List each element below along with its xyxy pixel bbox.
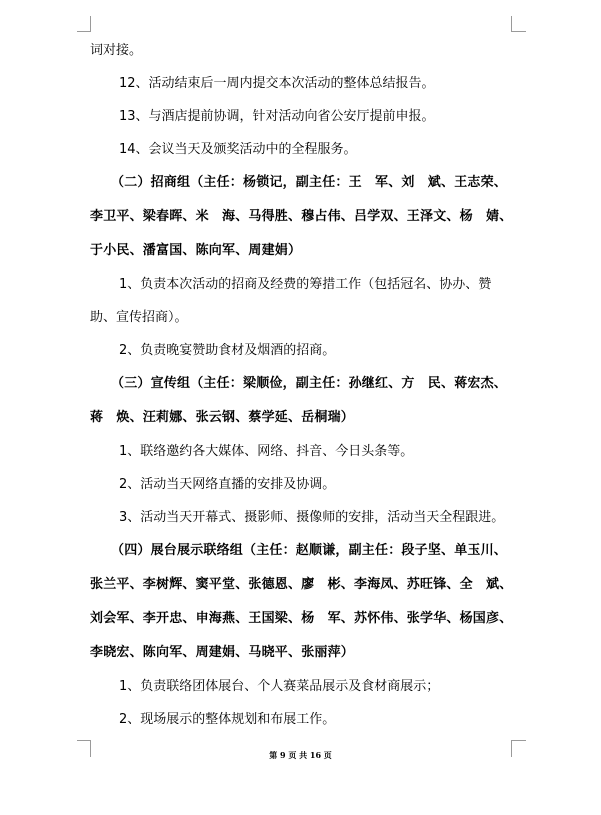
section-heading-line: （三）宣传组（主任：梁顺俭，副主任：孙继红、方 民、蒋宏杰、 [111, 376, 508, 391]
paragraph-line: 14、会议当天及颁奖活动中的全程服务。 [119, 142, 357, 157]
paragraph-line: 词对接。 [90, 43, 143, 58]
section-heading-line: （四）展台展示联络组（主任：赵顺谦，副主任：段子坚、单玉川、 [111, 543, 508, 558]
paragraph-line: 助、宣传招商）。 [90, 310, 188, 325]
paragraph-line: 1、负责本次活动的招商及经费的筹措工作（包括冠名、协办、赞 [119, 277, 492, 292]
paragraph-line: 2、活动当天网络直播的安排及协调。 [119, 477, 336, 492]
section-heading-line: 李晓宏、陈向军、周建娟、马晓平、张丽萍） [90, 645, 355, 660]
section-heading-line: 蒋 焕、汪莉娜、张云钢、蔡学延、岳桐瑞） [90, 410, 355, 425]
paragraph-line: 13、与酒店提前协调，针对活动向省公安厅提前申报。 [119, 109, 435, 124]
crop-mark-top-right [511, 16, 526, 32]
paragraph-line: 1、负责联络团体展台、个人赛菜品展示及食材商展示； [119, 679, 440, 694]
section-heading-line: 李卫平、梁春晖、米 海、马得胜、穆占伟、吕学双、王泽文、杨 婧、 [90, 209, 513, 224]
section-heading-line: （二）招商组（主任：杨锁记，副主任：王 军、刘 斌、王志荣、 [111, 175, 508, 190]
section-heading-line: 刘会军、李开忠、申海燕、王国梁、杨 军、苏怀伟、张学华、杨国彦、 [90, 611, 513, 626]
crop-mark-top-left [77, 16, 91, 32]
paragraph-line: 3、活动当天开幕式、摄影师、摄像师的安排，活动当天全程跟进。 [119, 510, 505, 525]
paragraph-line: 2、负责晚宴赞助食材及烟酒的招商。 [119, 343, 336, 358]
paragraph-line: 2、现场展示的整体规划和布展工作。 [119, 712, 336, 727]
document-body [90, 34, 514, 736]
section-heading-line: 于小民、潘富国、陈向军、周建娟） [90, 243, 302, 258]
page-number-footer: 第 9 页 共 16 页 [269, 750, 332, 760]
section-heading-line: 张兰平、李树辉、窦平堂、张德恩、廖 彬、李海凤、苏旺锋、全 斌、 [90, 577, 513, 592]
paragraph-line: 1、联络邀约各大媒体、网络、抖音、今日头条等。 [119, 444, 414, 459]
paragraph-line: 12、活动结束后一周内提交本次活动的整体总结报告。 [119, 76, 435, 91]
